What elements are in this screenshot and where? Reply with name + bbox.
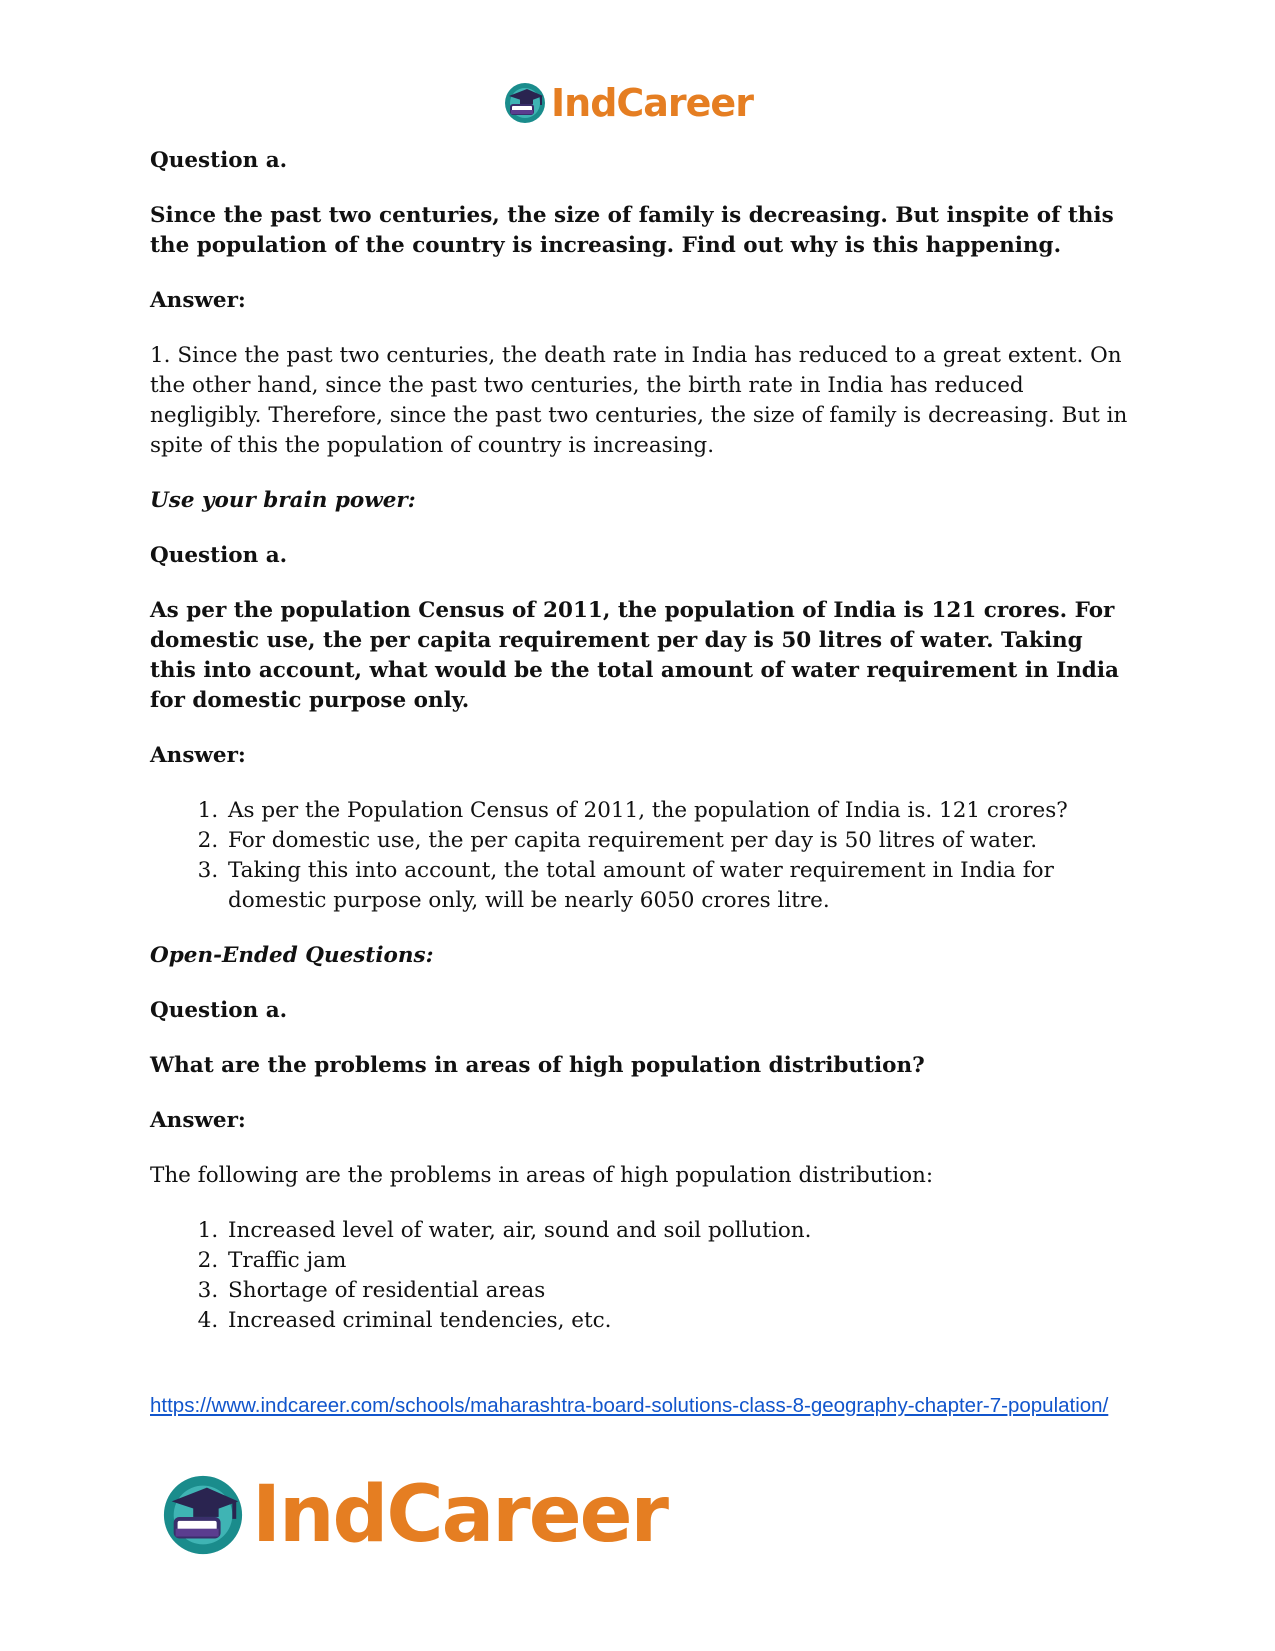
answer-label: Answer: bbox=[150, 743, 246, 768]
question-label: Question a. bbox=[150, 998, 288, 1023]
list-item: 2. Traffic jam bbox=[225, 1246, 1130, 1276]
document-body bbox=[150, 146, 1130, 1361]
question-text: Since the past two centuries, the size of family is decreasing. But inspite of this the population of the country is increasing. Find out why is this happening. bbox=[150, 203, 1114, 258]
section-heading: Use your brain power: bbox=[150, 488, 416, 513]
graduation-cap-book-globe-icon bbox=[160, 1472, 246, 1558]
logo-text: IndCareer bbox=[551, 81, 753, 125]
graduation-cap-book-globe-icon bbox=[503, 81, 547, 125]
list-item: 1. Increased level of water, air, sound and soil pollution. bbox=[225, 1216, 1130, 1246]
list-item: 4. Increased criminal tendencies, etc. bbox=[225, 1306, 1130, 1336]
footer-logo bbox=[160, 1470, 667, 1560]
list-item: 3. Shortage of residential areas bbox=[225, 1276, 1130, 1306]
answer-intro: The following are the problems in areas of high population distribution: bbox=[150, 1163, 934, 1188]
section-heading: Open-Ended Questions: bbox=[150, 943, 434, 968]
answer-text: 1. Since the past two centuries, the death rate in India has reduced to a great extent. On the other hand, since the past two centuries, the birth rate in India has reduced negligibly. Therefore, since the past two centuries, the size of family is decreasing. But in spite of this the population of country is increasing. bbox=[150, 343, 1128, 458]
question-label: Question a. bbox=[150, 543, 288, 568]
source-link[interactable]: https://www.indcareer.com/schools/maharashtra-board-solutions-class-8-geography-chapter-7-population/ bbox=[150, 1394, 1109, 1417]
answer-list bbox=[150, 1216, 1130, 1336]
answer-label: Answer: bbox=[150, 288, 246, 313]
list-item: 1. As per the Population Census of 2011, the population of India is. 121 crores? bbox=[225, 796, 1130, 826]
logo-text: IndCareer bbox=[252, 1470, 667, 1560]
answer-list bbox=[150, 796, 1130, 916]
list-item: 2. For domestic use, the per capita requirement per day is 50 litres of water. bbox=[225, 826, 1130, 856]
question-text: As per the population Census of 2011, the population of India is 121 crores. For domestic use, the per capita requirement per day is 50 litres of water. Taking this into account, what would be the total amount of water requirement in India for domestic purpose only. bbox=[150, 598, 1119, 713]
list-item: 3. Taking this into account, the total amount of water requirement in India for domestic purpose only, will be nearly 6050 crores litre. bbox=[225, 856, 1130, 916]
header-logo bbox=[503, 80, 753, 126]
answer-label: Answer: bbox=[150, 1108, 246, 1133]
question-label: Question a. bbox=[150, 148, 288, 173]
question-text: What are the problems in areas of high population distribution? bbox=[150, 1053, 925, 1078]
